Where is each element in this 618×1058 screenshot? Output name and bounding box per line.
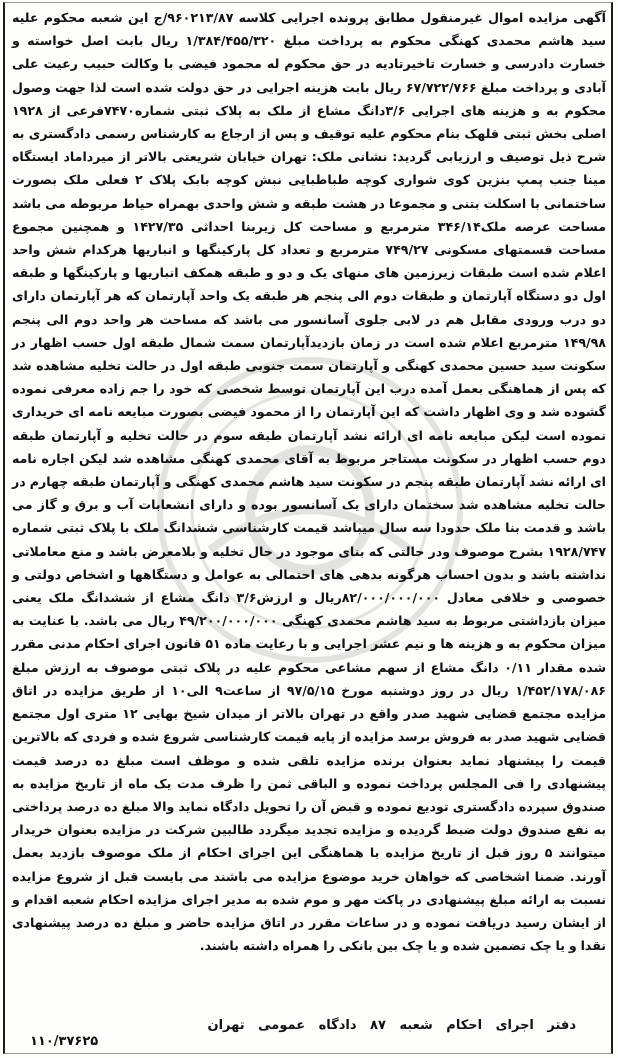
court-signature: دفتر اجرای احکام شعبه ۸۷ دادگاه عمومی تهران bbox=[207, 1018, 576, 1033]
notice-body: آگهی مزایده اموال غیرمنقول مطابق پرونده اجرایی کلاسه ۹۶۰۲۱۳/۸۷/ج این شعبه محکوم علیه سید هاشم محمدی کهنگی محکوم به پرداخت مبلغ ۱/۳۸۴/۴۵۵/۳۲۰ ریال بابت اصل خواسته و خسارت دادرسی و خسارت تاخیرتادیه در حق محکوم له محمود فیضی با وکالت حبیب رعیت علی آبادی و پرداخت مبلغ ۶۷/۷۲۲/۷۶۶ ریال بابت هزینه اجرایی در حق دولت شده است لذا جهت وصول محکوم به و هزینه های اجرایی ۳/۶دانگ مشاع از ملک به پلاک ثبتی شماره۷۴۷۰فرعی از ۱۹۲۸ اصلی بخش ثبتی قلهک بنام محکوم علیه توقیف و پس از ارجاع به کارشناس رسمی دادگستری به شرح ذیل توصیف و ارزیابی گردید: نشانی ملک: تهران خیابان شریعتی بالاتر از میرداماد ایستگاه مینا جنب پمپ بنزین کوی شواری کوچه طباطبایی نبش کوچه بابک پلاک ۲ فعلی ملک بصورت ساختمانی با اسکلت بتنی و مجموعا در هشت طبقه و شش واحدی بهمراه حیاط مربوطه می باشد مساحت عرصه ملک۳۴۶/۱۴ مترمربع و مساحت کل زیربنا احداثی ۱۴۲۷/۳۵ و همچنین مجموع مساحت قسمتهای مسکونی ۷۴۹/۲۷ مترمربع و تعداد کل پارکینگها و انباریها هرکدام شش واحد اعلام شده است طبقات زیرزمین های منهای یک و دو و طبقه همکف انباریها و پارکینگها و طبقه اول دو دستگاه آپارتمان و طبقات دوم الی پنجم هر طبقه یک واحد آپارتمان که هر آپارتمان دارای دو درب ورودی مقابل هم در لابی جلوی آسانسور می باشد که مساحت هر واحد دوم الی پنجم ۱۴۹/۹۸ مترمربع اعلام شده است در زمان بازدیدآپارتمان سمت شمال طبقه اول حسب اظهار در سکونت سید حسین محمدی کهنگی و آپارتمان سمت جنوبی طبقه اول در حالت تخلیه مشاهده شد که پس از هماهنگی بعمل آمده درب این آپارتمان توسط شخصی که خود را جم زاده معرفی نموده گشوده شد و وی اظهار داشت که این آپارتمان را از محمود فیضی بصورت مبایعه نامه ای خریداری نموده است لیکن مبایعه نامه ای ارائه نشد آپارتمان طبقه سوم در حالت تخلیه و آپارتمان طبقه دوم حسب اظهار در سکونت مستاجر مربوط به آقای محمدی کهنگی مشاهده شد لیکن اجاره نامه ای ارائه نشد آپارتمان طبقه پنجم در سکونت سید هاشم محمدی کهنگی و آپارتمان طبقه چهارم در حالت تخلیه مشاهده شد سختمان دارای یک آسانسور بوده و دارای انشعابات آب و برق و گاز می باشد و قدمت بنا ملک حدودا سه سال میباشد قیمت کارشناسی ششدانگ ملک با پلاک ثبتی شماره ۱۹۲۸/۷۴۷ بشرح موصوف ودر حالتی که بنای موجود در حال تخلیه و بلامعرض باشد و منع معاملاتی نداشته باشد و بدون احساب هرگونه بدهی های احتمالی به عوامل و دستگاهها و اشخاص دولتی و خصوصی و خلافی معادل ۸۲/۰۰۰/۰۰۰/۰۰۰ریال و ارزش۳/۶ دانگ مشاع از ششدانگ ملک یعنی میزان بازداشتی مربوط به سید هاشم محمدی کهنگی ۴۹/۲۰۰/۰۰۰/۰۰۰ ریال می باشد. با عنایت به میزان محکوم به و هزینه ها و نیم عشر اجرایی و با رعایت ماده ۵۱ قانون اجرای احکام مدنی مقرر شده مقدار ۰/۱۱ دانگ مشاع از سهم مشاعی محکوم علیه در پلاک ثبتی موصوف به ارزش مبلغ ۱/۴۵۲/۱۷۸/۰۸۶ ریال در روز دوشنبه مورخ ۹۷/۵/۱۵ از ساعت۹ الی۱۰ از طریق مزایده در اتاق مزایده مجتمع قضایی شهید صدر واقع در تهران بالاتر از میدان شیخ بهایی ۱۲ متری اول مجتمع قضایی شهید صدر به فروش برسد مزایده از پایه قیمت کارشناسی شروع شده و فردی که بالاترین قیمت را پیشنهاد نماید بعنوان برنده مزایده تلقی شده و موظف است مبلغ ده درصد قیمت پیشنهادی را فی المجلس پرداخت نموده و الباقی ثمن را ظرف مدت یک ماه از تاریخ مزایده به صندوق سپرده دادگستری تودیع نموده و قبض آن را تحویل دادگاه نماید والا مبلغ ده درصد پرداختی به نفع صندوق دولت ضبط گردیده و مزایده تجدید میگردد طالبین شرکت در مزایده بعنوان خریدار میتوانند ۵ روز قبل از تاریخ مزایده با هماهنگی این اجرای احکام از ملک موصوف بازدید بعمل آورند. ضمنا اشخاصی که خواهان خرید موضوع مزایده می باشند می بایست قبل از شروع مزایده نسبت به ارائه مبلغ پیشنهادی در پاکت مهر و موم شده به مدیر اجرای مزایده احکام شعبه اقدام و از ایشان رسید دریافت نموده و در ساعات مقرر در اتاق مزایده حاضر و مبلغ ده درصد پیشنهادی نقدا و یا چک تضمین شده و یا چک بین بانکی را همراه داشته باشند. bbox=[12, 10, 606, 954]
notice-code: ۱۱۰/۳۷۶۲۵ bbox=[30, 1034, 99, 1049]
auction-notice-text bbox=[12, 6, 606, 957]
